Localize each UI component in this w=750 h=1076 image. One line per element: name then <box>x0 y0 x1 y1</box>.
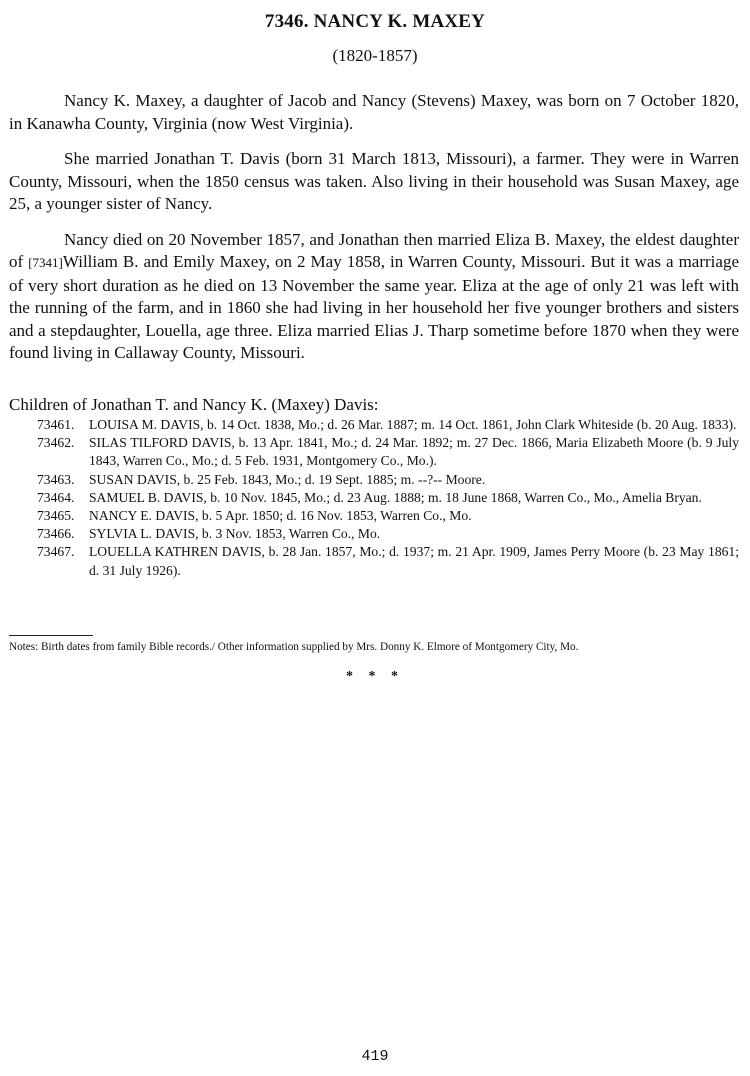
paragraph-marriage <box>9 148 739 216</box>
child-entry <box>37 471 739 489</box>
paragraph-text-after: William B. and Emily Maxey, on 2 May 1858, in Warren County, Missouri. But it was a marriage of very short duration as he died on 13 November the same year. Eliza at the age of only 21 was left with the running of the farm, and in 1860 she had living in her household her five younger brothers and sisters and a stepdaughter, Louella, age three. Eliza married Elias J. Tharp sometime before 1870 when they were found living in Callaway County, Missouri. <box>9 252 739 362</box>
page-number: 419 <box>361 1048 389 1065</box>
child-entry <box>37 489 739 507</box>
child-text: SILAS TILFORD DAVIS, b. 13 Apr. 1841, Mo.; d. 24 Mar. 1892; m. 27 Dec. 1866, Maria Elizabeth Moore (b. 9 July 1843, Warren Co., Mo.; d. 5 Feb. 1931, Montgomery Co., Mo.). <box>89 435 739 469</box>
paragraph-text-before: Nancy died on 20 November 1857, and Jonathan then married Eliza B. Maxey, the eldest daughter of <box>9 229 739 271</box>
child-number: 73463. <box>37 471 75 487</box>
child-entry <box>37 416 739 434</box>
child-entry <box>37 525 739 543</box>
child-text: NANCY E. DAVIS, b. 5 Apr. 1850; d. 16 Nov. 1853, Warren Co., Mo. <box>89 508 472 524</box>
child-text: LOUISA M. DAVIS, b. 14 Oct. 1838, Mo.; d. 26 Mar. 1887; m. 14 Oct. 1861, John Clark Whiteside (b. 20 Aug. 1833). <box>89 417 737 432</box>
children-heading: Children of Jonathan T. and Nancy K. (Maxey) Davis: <box>9 395 379 414</box>
child-number: 73467. <box>37 544 75 560</box>
child-number: 73464. <box>37 489 75 505</box>
child-text: SUSAN DAVIS, b. 25 Feb. 1843, Mo.; d. 19 Sept. 1885; m. --?-- Moore. <box>89 471 486 487</box>
child-text: SYLVIA L. DAVIS, b. 3 Nov. 1853, Warren Co., Mo. <box>89 526 381 542</box>
notes: Notes: Birth dates from family Bible records./ Other information supplied by Mrs. Donny K. Elmore of Montgomery City, Mo. <box>9 641 579 653</box>
child-text: LOUELLA KATHREN DAVIS, b. 28 Jan. 1857, Mo.; d. 1937; m. 21 Apr. 1909, James Perry Moore (b. 23 May 1861; d. 31 July 1926). <box>89 544 739 578</box>
paragraph-text: She married Jonathan T. Davis (born 31 March 1813, Missouri), a farmer. They were in Warren County, Missouri, when the 1850 census was taken. Also living in their household was Susan Maxey, age 25, a younger sister of Nancy. <box>9 149 739 213</box>
child-number: 73462. <box>37 435 75 451</box>
child-number: 73465. <box>37 508 75 524</box>
cross-reference: [7341] <box>28 255 63 270</box>
child-number: 73466. <box>37 526 75 542</box>
child-text: SAMUEL B. DAVIS, b. 10 Nov. 1845, Mo.; d. 23 Aug. 1888; m. 18 June 1868, Warren Co., Mo., Amelia Bryan. <box>89 489 702 505</box>
paragraph-text: Nancy K. Maxey, a daughter of Jacob and Nancy (Stevens) Maxey, was born on 7 October 1820, in Kanawha County, Virginia (now West Virginia). <box>9 91 739 133</box>
notes-divider <box>9 635 93 636</box>
paragraph-birth <box>9 90 739 135</box>
paragraph-death <box>9 229 739 365</box>
section-separator: * * * <box>346 669 404 684</box>
child-number: 73461. <box>37 417 75 432</box>
life-dates: (1820-1857) <box>332 46 418 65</box>
children-list <box>37 416 739 580</box>
child-entry <box>37 434 739 470</box>
child-entry <box>37 543 739 579</box>
page-title: 7346. NANCY K. MAXEY <box>264 11 486 32</box>
child-entry <box>37 507 739 525</box>
biography-body <box>9 90 739 378</box>
